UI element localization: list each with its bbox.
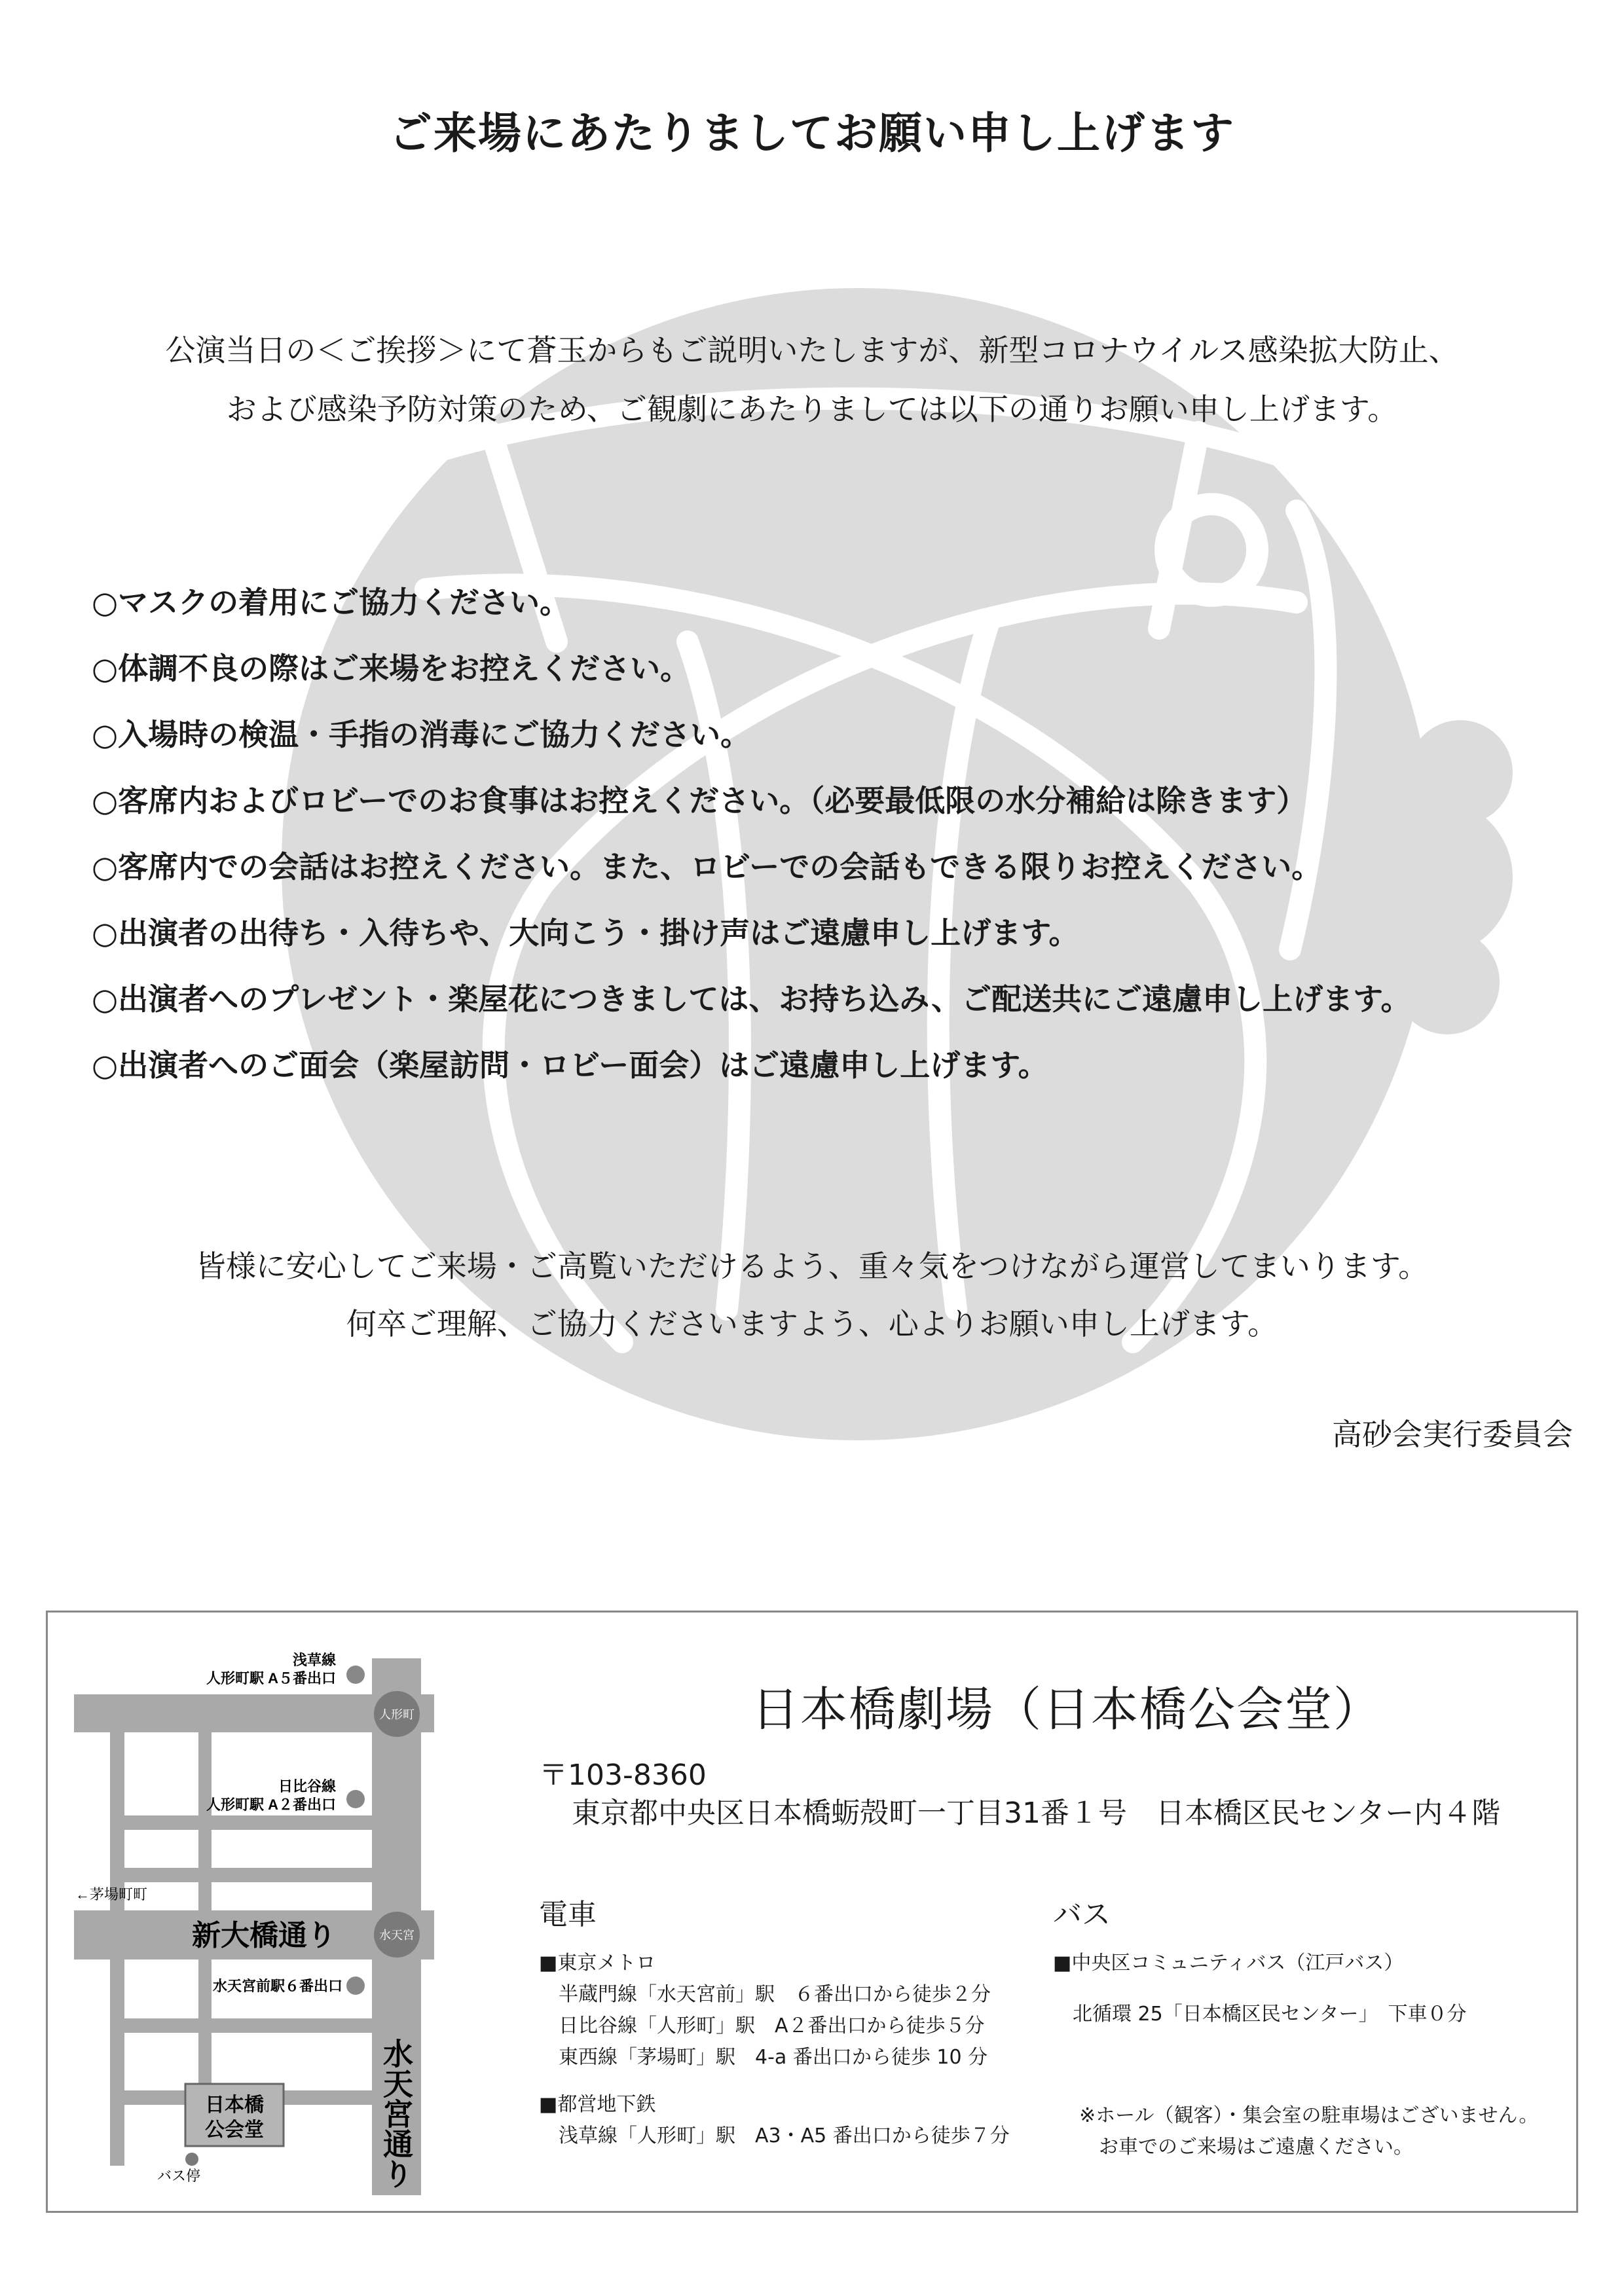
exit-marker [346,1666,365,1684]
rules-list [92,576,1411,1105]
exit-marker [346,1977,365,1995]
route-line: 東西線「茅場町」駅 4-a 番出口から徒歩 10 分 [559,2046,988,2069]
map-label: 人形町駅 A５番出口 [206,1670,336,1686]
operator-name: ■中央区コミュニティバス（江戸バス） [1053,1952,1404,1975]
closing-paragraph [0,1237,1624,1353]
exit-marker [346,1790,365,1808]
route-line: 半蔵門線「水天宮前」駅 ６番出口から徒歩２分 [559,1983,991,2006]
map-label: 水天宮前駅６番出口 [212,1978,342,1994]
map-label: 浅草線 [292,1652,336,1668]
map-label: 人形町駅 A２番出口 [206,1796,336,1813]
map-label: バス停 [157,2168,201,2184]
train-group-toei [539,2089,1010,2152]
map-label: 水天宮通り [379,2038,413,2189]
bus-stop-marker [185,2153,198,2166]
closing-line: 皆様に安心してご来場・ご高覧いただけるよう、重々気をつけながら運営してまいります。 [195,1248,1429,1284]
map-label: 人形町 [379,1708,415,1721]
map-label: 水天宮 [379,1929,415,1942]
organizer-signature: 高砂会実行委員会 [1332,1417,1573,1452]
map-label: 日比谷線 [278,1778,336,1795]
route-line: 日比谷線「人形町」駅 A２番出口から徒歩５分 [559,2014,985,2037]
intro-line: および感染予防対策のため、ご観劇にあたりましては以下の通りお願い申し上げます。 [226,392,1398,427]
bus-heading: バス [1053,1898,1111,1931]
venue-address [539,1757,1500,1832]
rule-item: ○入場時の検温・手指の消毒にご協力ください。 [92,717,751,752]
train-heading: 電車 [539,1898,597,1931]
route-line: 北循環 25「日本橋区民センター」 下車０分 [1073,2003,1467,2026]
rule-item: ○出演者の出待ち・入待ちや、大向こう・掛け声はご遠慮申し上げます。 [92,915,1079,951]
venue-info-box [46,1611,1578,2213]
operator-name: ■都営地下鉄 [539,2093,656,2116]
parking-note [1079,2100,1538,2163]
rule-item: ○出演者へのプレゼント・楽屋花につきましては、お持ち込み、ご配送共にご遠慮申し上げます。 [92,981,1411,1017]
rule-item: ○出演者へのご面会（楽屋訪問・ロビー面会）はご遠慮申し上げます。 [92,1048,1048,1083]
map-label: 新大橋通り [192,1920,336,1952]
postal-code: 〒103-8360 [539,1758,707,1792]
venue-name: 日本橋劇場（日本橋公会堂） [752,1682,1382,1737]
rule-item: ○客席内およびロビーでのお食事はお控えください。（必要最低限の水分補給は除きます） [92,783,1307,818]
map-label: ←茅場町町 [75,1886,148,1903]
train-group-metro [539,1948,1010,2073]
map-label: 公会堂 [205,2119,264,2141]
closing-line: 何卒ご理解、ご協力くださいますよう、心よりお願い申し上げます。 [346,1306,1278,1341]
note-line: お車でのご来場はご遠慮ください。 [1079,2136,1413,2159]
intro-paragraph [0,321,1624,439]
intro-line: 公演当日の＜ご挨拶＞にて蒼玉からもご説明いたしますが、新型コロナウイルス感染拡大防止、 [165,333,1459,368]
route-line: 浅草線「人形町」駅 A3・A5 番出口から徒歩７分 [559,2124,1010,2147]
rule-item: ○客席内での会話はお控えください。また、ロビーでの会話もできる限りお控えください。 [92,849,1322,884]
rule-item: ○体調不良の際はご来場をお控えください。 [92,651,691,686]
bus-access-list [1053,1948,1467,2030]
map-label: 日本橋 [205,2094,264,2116]
notice-title: ご来場にあたりましてお願い申し上げます [389,107,1235,158]
operator-name: ■東京メトロ [539,1952,656,1975]
access-map [74,1632,545,2195]
rule-item: ○マスクの着用にご協力ください。 [92,585,570,620]
note-line: ※ホール（観客）・集会室の駐車場はございません。 [1079,2104,1539,2127]
train-access-list [539,1948,1010,2168]
address-line: 東京都中央区日本橋蛎殻町一丁目31番１号 日本橋区民センター内４階 [572,1796,1501,1830]
